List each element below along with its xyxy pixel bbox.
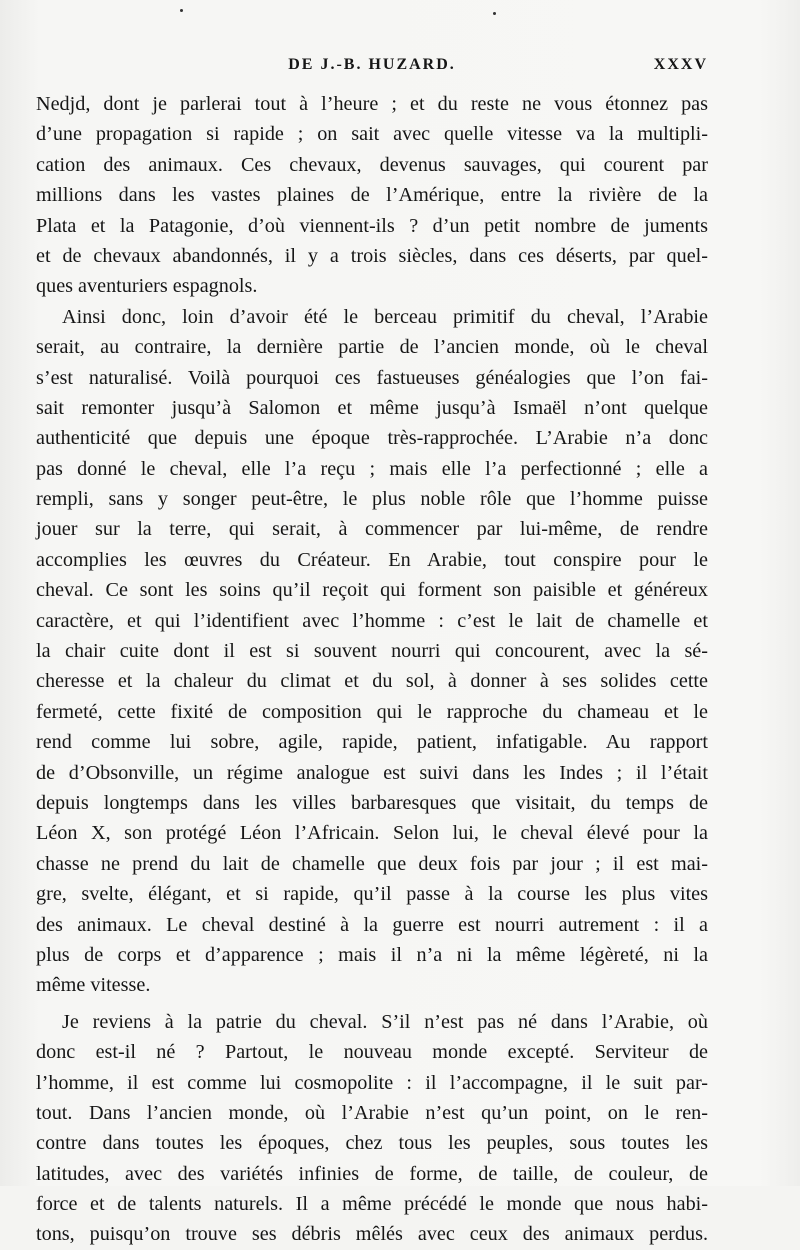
- body-text: [36, 89, 708, 1250]
- text-line: l’homme, il est comme lui cosmopolite : il l’accompagne, il le suit par-: [36, 1071, 708, 1094]
- text-line: fermeté, cette fixité de composition qui le rapproche du chameau et le: [36, 700, 708, 723]
- text-line: ques aventuriers espagnols.: [36, 275, 258, 298]
- text-line: depuis longtemps dans les villes barbaresques que visitait, du temps de: [36, 791, 708, 814]
- text-line: Je reviens à la patrie du cheval. S’il n’est pas né dans l’Arabie, où: [62, 1010, 708, 1033]
- paragraph: [36, 1007, 708, 1250]
- page-header: [36, 56, 708, 80]
- text-line: Nedjd, dont je parlerai tout à l’heure ; et du reste ne vous étonnez pas: [36, 93, 708, 115]
- print-speck: [180, 9, 183, 12]
- text-line: gre, svelte, élégant, et si rapide, qu’il passe à la course les plus vites: [36, 883, 708, 906]
- text-line: caractère, et qui l’identifient avec l’homme : c’est le lait de chamelle et: [36, 609, 708, 632]
- text-line: et de chevaux abandonnés, il y a trois siècles, dans ces déserts, par quel-: [36, 244, 708, 267]
- text-line: latitudes, avec des variétés infinies de forme, de taille, de couleur, de: [36, 1162, 708, 1185]
- text-line: millions dans les vastes plaines de l’Amérique, entre la rivière de la: [36, 184, 708, 207]
- text-line: la chair cuite dont il est si souvent nourri qui concourent, avec la sé-: [36, 640, 708, 663]
- text-line: jouer sur la terre, qui serait, à commencer par lui-même, de rendre: [36, 518, 708, 541]
- text-line: authenticité que depuis une époque très-rapprochée. L’Arabie n’a donc: [36, 427, 708, 450]
- text-line: même vitesse.: [36, 974, 151, 997]
- text-line: d’une propagation si rapide ; on sait avec quelle vitesse va la multipli-: [36, 123, 708, 146]
- paragraph: [36, 302, 708, 1001]
- text-line: Léon X, son protégé Léon l’Africain. Selon lui, le cheval élevé pour la: [36, 822, 708, 845]
- text-line: pas donné le cheval, elle l’a reçu ; mais elle l’a perfectionné ; elle a: [36, 457, 708, 480]
- text-line: s’est naturalisé. Voilà pourquoi ces fastueuses généalogies que l’on fai-: [36, 366, 708, 389]
- text-line: rempli, sans y songer peut-être, le plus noble rôle que l’homme puisse: [36, 488, 708, 511]
- print-speck: [493, 12, 496, 15]
- text-line: cheval. Ce sont les soins qu’il reçoit qui forment son paisible et généreux: [36, 579, 708, 602]
- page-number: XXXV: [653, 56, 708, 73]
- text-line: donc est-il né ? Partout, le nouveau monde excepté. Serviteur de: [36, 1041, 708, 1064]
- text-line: sait remonter jusqu’à Salomon et même jusqu’à Ismaël n’ont quelque: [36, 396, 708, 419]
- running-title: DE J.-B. HUZARD.: [288, 56, 456, 73]
- text-line: tons, puisqu’on trouve ses débris mêlés avec ceux des animaux perdus.: [36, 1223, 708, 1246]
- text-line: rend comme lui sobre, agile, rapide, patient, infatigable. Au rapport: [36, 731, 708, 754]
- text-line: Plata et la Patagonie, d’où viennent-ils ? d’un petit nombre de juments: [36, 214, 708, 237]
- text-line: Ainsi donc, loin d’avoir été le berceau primitif du cheval, l’Arabie: [62, 305, 708, 328]
- text-line: tout. Dans l’ancien monde, où l’Arabie n’est qu’un point, on le ren-: [36, 1101, 708, 1124]
- text-line: des animaux. Le cheval destiné à la guerre est nourri autrement : il a: [36, 913, 708, 936]
- text-line: cation des animaux. Ces chevaux, devenus sauvages, qui courent par: [36, 153, 708, 176]
- text-line: accomplies les œuvres du Créateur. En Arabie, tout conspire pour le: [36, 548, 708, 571]
- text-line: cheresse et la chaleur du climat et du sol, à donner à ses solides cette: [36, 670, 708, 693]
- text-line: de d’Obsonville, un régime analogue est suivi dans les Indes ; il l’était: [36, 761, 708, 784]
- text-line: serait, au contraire, la dernière partie de l’ancien monde, où le cheval: [36, 336, 708, 359]
- paragraph: [36, 89, 708, 302]
- text-line: contre dans toutes les époques, chez tous les peuples, sous toutes les: [36, 1132, 708, 1155]
- text-line: plus de corps et d’apparence ; mais il n’a ni la même légèreté, ni la: [36, 943, 708, 966]
- text-line: chasse ne prend du lait de chamelle que deux fois par jour ; il est mai-: [36, 852, 708, 875]
- text-line: force et de talents naturels. Il a même précédé le monde que nous habi-: [36, 1193, 708, 1216]
